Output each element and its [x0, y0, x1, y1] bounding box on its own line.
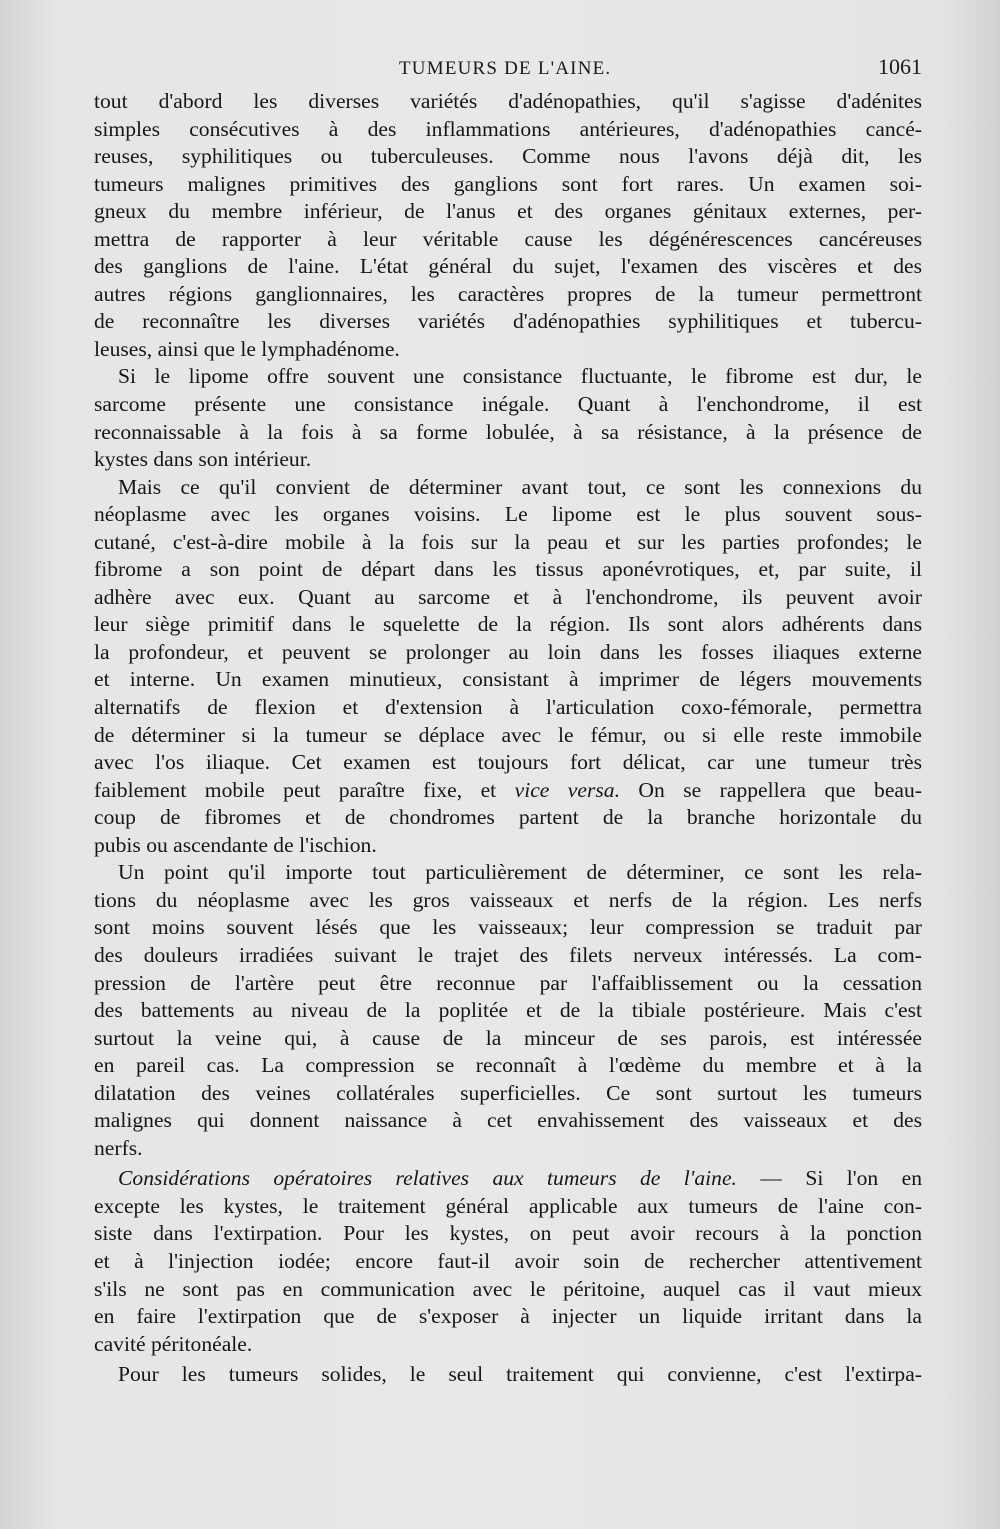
text-line: simples consécutives à des inflammations antérieures, d'adénopathies cancé- [94, 116, 922, 141]
text-line: leur siège primitif dans le squelette de la région. Ils sont alors adhérents dans [94, 612, 922, 637]
text-line: malignes qui donnent naissance à cet envahissement des vaisseaux et des [94, 1108, 922, 1133]
text-run: faiblement mobile peut paraître fixe, et [94, 777, 515, 802]
text-line: des battements au niveau de la poplitée et de la tibiale postérieure. Mais c'est [94, 998, 922, 1023]
text-line: de reconnaître les diverses variétés d'adénopathies syphilitiques et tubercu- [94, 309, 922, 334]
text-line: sarcome présente une consistance inégale. Quant à l'enchondrome, il est [94, 392, 922, 417]
text-line: alternatifs de flexion et d'extension à l'articulation coxo-fémorale, permettra [94, 695, 922, 720]
text-line: nerfs. [94, 1135, 143, 1160]
text-line: surtout la veine qui, à cause de la minceur de ses parois, est intéressée [94, 1025, 922, 1050]
text-line: s'ils ne sont pas en communication avec le péritoine, auquel cas il vaut mieux [94, 1276, 922, 1301]
italic-phrase: vice versa. [514, 777, 620, 802]
text-line: pression de l'artère peut être reconnue par l'affaiblissement ou la cessation [94, 970, 922, 995]
text-line: coup de fibromes et de chondromes partent de la branche horizontale du [94, 805, 922, 830]
text-line: adhère avec eux. Quant au sarcome et à l'enchondrome, ils peuvent avoir [94, 584, 922, 609]
text-line: Si le lipome offre souvent une consistance fluctuante, le fibrome est dur, le [118, 364, 922, 389]
body-text [94, 88, 922, 1389]
text-line: en faire l'extirpation que de s'exposer à injecter un liquide irritant dans la [94, 1304, 922, 1329]
text-line: gneux du membre inférieur, de l'anus et des organes génitaux externes, per- [94, 199, 922, 224]
text-line: tions du néoplasme avec les gros vaisseaux et nerfs de la région. Les nerfs [94, 887, 922, 912]
text-line: cutané, c'est-à-dire mobile à la fois sur la peau et sur les parties profondes; le [94, 529, 922, 554]
text-run: — Si l'on en [736, 1166, 922, 1191]
text-line: cavité péritonéale. [94, 1331, 253, 1356]
text-line: des ganglions de l'aine. L'état général du sujet, l'examen des viscères et des [94, 254, 922, 279]
text-line: tout d'abord les diverses variétés d'adénopathies, qu'il s'agisse d'adénites [94, 89, 922, 113]
text-line [94, 1165, 922, 1193]
text-line: pubis ou ascendante de l'ischion. [94, 832, 377, 857]
text-line: dilatation des veines collatérales superficielles. Ce sont surtout les tumeurs [94, 1080, 922, 1105]
text-line: sont moins souvent lésés que les vaisseaux; leur compression se traduit par [94, 915, 922, 940]
text-line: excepte les kystes, le traitement général applicable aux tumeurs de l'aine con- [94, 1193, 922, 1218]
text-line [94, 777, 922, 805]
text-line: la profondeur, et peuvent se prolonger au loin dans les fosses iliaques externe [94, 639, 922, 664]
text-line: leuses, ainsi que le lymphadénome. [94, 336, 400, 361]
text-line: néoplasme avec les organes voisins. Le lipome est le plus souvent sous- [94, 502, 922, 527]
text-line: et à l'injection iodée; encore faut-il avoir soin de rechercher attentivement [94, 1248, 922, 1273]
text-line: Mais ce qu'il convient de déterminer avant tout, ce sont les connexions du [118, 474, 922, 499]
text-line: et interne. Un examen minutieux, consistant à imprimer de légers mouvements [94, 667, 922, 692]
section-heading: Considérations opératoires relatives aux tumeurs de l'aine. [118, 1166, 737, 1191]
running-head [94, 54, 922, 84]
text-line: kystes dans son intérieur. [94, 447, 312, 472]
page-number: 1061 [878, 54, 922, 79]
running-title: TUMEURS DE L'AINE. [399, 58, 612, 79]
text-line: en pareil cas. La compression se reconnaît à l'œdème du membre et à la [94, 1053, 922, 1078]
text-line: reconnaissable à la fois à sa forme lobulée, à sa résistance, à la présence de [94, 419, 922, 444]
text-line: avec l'os iliaque. Cet examen est toujours fort délicat, car une tumeur très [94, 750, 922, 775]
text-line: siste dans l'extirpation. Pour les kystes, on peut avoir recours à la ponction [94, 1221, 922, 1246]
text-line: reuses, syphilitiques ou tuberculeuses. Comme nous l'avons déjà dit, les [94, 144, 922, 169]
text-line: fibrome a son point de départ dans les tissus aponévrotiques, et, par suite, il [94, 557, 922, 582]
text-line: de déterminer si la tumeur se déplace avec le fémur, ou si elle reste immobile [94, 722, 922, 747]
text-line: des douleurs irradiées suivant le trajet des filets nerveux intéressés. La com- [94, 942, 922, 967]
text-line: Un point qu'il importe tout particulièrement de déterminer, ce sont les rela- [118, 860, 922, 885]
text-line: autres régions ganglionnaires, les caractères propres de la tumeur permettront [94, 281, 922, 306]
text-run: On se rappellera que beau- [619, 777, 923, 802]
text-line: tumeurs malignes primitives des ganglions sont fort rares. Un examen soi- [94, 171, 922, 196]
text-line: mettra de rapporter à leur véritable cause les dégénérescences cancéreuses [94, 226, 922, 251]
text-line: Pour les tumeurs solides, le seul traitement qui convienne, c'est l'extirpa- [118, 1362, 922, 1387]
